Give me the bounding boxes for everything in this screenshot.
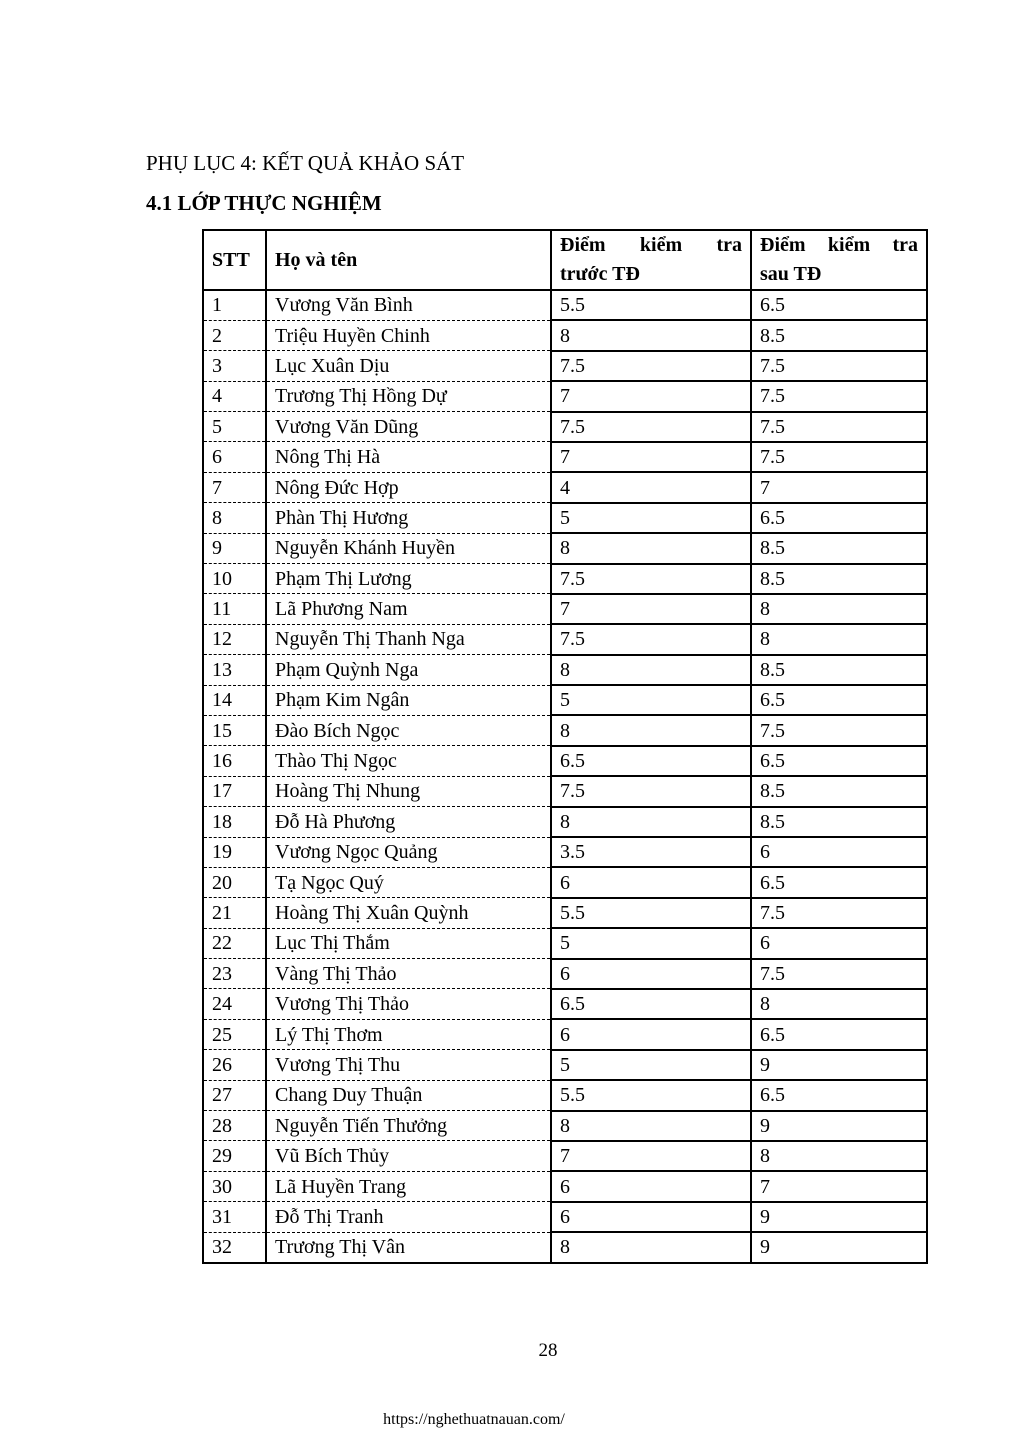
cell-score-before: 7 [551, 442, 751, 472]
cell-score-after: 7.5 [751, 351, 927, 381]
cell-score-after: 6.5 [751, 1019, 927, 1049]
cell-name: Vương Ngọc Quảng [266, 837, 551, 867]
cell-score-before: 7.5 [551, 624, 751, 654]
table-row [203, 807, 927, 837]
table-row [203, 503, 927, 533]
cell-score-after: 8.5 [751, 807, 927, 837]
cell-stt: 16 [203, 746, 266, 776]
cell-score-after: 7.5 [751, 898, 927, 928]
cell-score-before: 5 [551, 503, 751, 533]
table-row [203, 1080, 927, 1110]
footer-url: https://nghethuatnauan.com/ [383, 1411, 565, 1428]
table-row [203, 746, 927, 776]
cell-stt: 23 [203, 959, 266, 989]
table-row [203, 776, 927, 806]
cell-score-after: 6.5 [751, 746, 927, 776]
cell-name: Nguyễn Thị Thanh Nga [266, 624, 551, 654]
header-stt: STT [203, 230, 266, 290]
cell-score-before: 5.5 [551, 1080, 751, 1110]
cell-score-after: 6.5 [751, 290, 927, 320]
table-row [203, 715, 927, 745]
cell-stt: 5 [203, 412, 266, 442]
cell-stt: 9 [203, 533, 266, 563]
cell-name: Vương Thị Thu [266, 1050, 551, 1080]
cell-score-after: 6 [751, 837, 927, 867]
cell-name: Nông Thị Hà [266, 442, 551, 472]
cell-score-after: 7.5 [751, 715, 927, 745]
cell-score-before: 6 [551, 959, 751, 989]
cell-stt: 13 [203, 655, 266, 685]
cell-name: Lục Thị Thắm [266, 928, 551, 958]
cell-score-before: 3.5 [551, 837, 751, 867]
table-row [203, 685, 927, 715]
cell-name: Hoàng Thị Nhung [266, 776, 551, 806]
table-row [203, 594, 927, 624]
table-row [203, 928, 927, 958]
cell-name: Vàng Thị Thảo [266, 959, 551, 989]
cell-score-before: 7.5 [551, 351, 751, 381]
cell-score-before: 7 [551, 594, 751, 624]
table-row [203, 1232, 927, 1262]
cell-score-after: 8 [751, 989, 927, 1019]
cell-name: Lý Thị Thơm [266, 1019, 551, 1049]
cell-name: Vương Văn Dũng [266, 412, 551, 442]
cell-score-after: 8 [751, 624, 927, 654]
table-row [203, 898, 927, 928]
appendix-title: PHỤ LỤC 4: KẾT QUẢ KHẢO SÁT [146, 151, 465, 175]
cell-name: Hoàng Thị Xuân Quỳnh [266, 898, 551, 928]
table-row [203, 867, 927, 897]
table-row [203, 351, 927, 381]
table-body [203, 290, 927, 1263]
cell-name: Thào Thị Ngọc [266, 746, 551, 776]
cell-stt: 10 [203, 564, 266, 594]
table-row [203, 533, 927, 563]
header-score-before [551, 230, 751, 290]
cell-name: Phạm Quỳnh Nga [266, 655, 551, 685]
cell-score-before: 6 [551, 1171, 751, 1201]
table-row [203, 624, 927, 654]
table-row [203, 1019, 927, 1049]
cell-score-after: 9 [751, 1202, 927, 1232]
header-score-after-line1: Điểm kiểm tra [760, 234, 918, 256]
cell-score-after: 8.5 [751, 564, 927, 594]
cell-name: Đỗ Hà Phương [266, 807, 551, 837]
cell-name: Tạ Ngọc Quý [266, 867, 551, 897]
cell-name: Lục Xuân Dịu [266, 351, 551, 381]
cell-name: Chang Duy Thuận [266, 1080, 551, 1110]
cell-score-after: 9 [751, 1111, 927, 1141]
cell-score-before: 5 [551, 928, 751, 958]
cell-score-before: 8 [551, 1232, 751, 1262]
table-row [203, 412, 927, 442]
table-header [203, 230, 927, 290]
cell-stt: 30 [203, 1171, 266, 1201]
cell-stt: 12 [203, 624, 266, 654]
cell-score-after: 7 [751, 1171, 927, 1201]
cell-stt: 24 [203, 989, 266, 1019]
table-row [203, 989, 927, 1019]
cell-stt: 6 [203, 442, 266, 472]
cell-stt: 8 [203, 503, 266, 533]
cell-score-after: 8 [751, 1141, 927, 1171]
cell-score-before: 6.5 [551, 746, 751, 776]
cell-stt: 22 [203, 928, 266, 958]
cell-stt: 21 [203, 898, 266, 928]
cell-stt: 31 [203, 1202, 266, 1232]
cell-stt: 1 [203, 290, 266, 320]
cell-score-after: 7.5 [751, 959, 927, 989]
header-name: Họ và tên [266, 230, 551, 290]
cell-stt: 3 [203, 351, 266, 381]
cell-score-before: 5.5 [551, 898, 751, 928]
cell-name: Trương Thị Hồng Dự [266, 381, 551, 411]
cell-score-after: 8.5 [751, 533, 927, 563]
cell-name: Nông Đức Hợp [266, 472, 551, 502]
cell-name: Vương Thị Thảo [266, 989, 551, 1019]
cell-stt: 4 [203, 381, 266, 411]
cell-score-after: 8.5 [751, 776, 927, 806]
cell-score-after: 6 [751, 928, 927, 958]
cell-score-before: 8 [551, 807, 751, 837]
cell-stt: 14 [203, 685, 266, 715]
cell-score-after: 8.5 [751, 655, 927, 685]
cell-score-before: 8 [551, 320, 751, 350]
cell-stt: 15 [203, 715, 266, 745]
cell-score-before: 6 [551, 1202, 751, 1232]
cell-score-before: 7.5 [551, 564, 751, 594]
cell-score-after: 8.5 [751, 320, 927, 350]
table-row [203, 837, 927, 867]
cell-score-after: 6.5 [751, 503, 927, 533]
cell-score-after: 6.5 [751, 1080, 927, 1110]
header-score-before-line1: Điểm kiểm tra [560, 234, 742, 256]
table-row [203, 472, 927, 502]
table-row [203, 1050, 927, 1080]
cell-score-after: 7.5 [751, 442, 927, 472]
cell-name: Nguyễn Khánh Huyền [266, 533, 551, 563]
cell-score-before: 5 [551, 685, 751, 715]
table-row [203, 381, 927, 411]
table-row [203, 1141, 927, 1171]
cell-name: Nguyễn Tiến Thưởng [266, 1111, 551, 1141]
cell-stt: 2 [203, 320, 266, 350]
table-header-row [203, 230, 927, 290]
cell-name: Phàn Thị Hương [266, 503, 551, 533]
cell-score-before: 6 [551, 1019, 751, 1049]
cell-name: Phạm Thị Lương [266, 564, 551, 594]
cell-name: Vũ Bích Thủy [266, 1141, 551, 1171]
cell-stt: 7 [203, 472, 266, 502]
header-score-after-line2: sau TĐ [760, 263, 822, 285]
cell-score-after: 7.5 [751, 412, 927, 442]
cell-score-before: 5 [551, 1050, 751, 1080]
table-row [203, 959, 927, 989]
cell-stt: 26 [203, 1050, 266, 1080]
cell-score-before: 6.5 [551, 989, 751, 1019]
cell-stt: 18 [203, 807, 266, 837]
cell-stt: 32 [203, 1232, 266, 1262]
cell-name: Lã Phương Nam [266, 594, 551, 624]
header-score-before-line2: trước TĐ [560, 263, 640, 285]
cell-stt: 11 [203, 594, 266, 624]
cell-score-after: 8 [751, 594, 927, 624]
cell-score-before: 7.5 [551, 412, 751, 442]
cell-stt: 27 [203, 1080, 266, 1110]
cell-name: Lã Huyền Trang [266, 1171, 551, 1201]
cell-score-before: 7.5 [551, 776, 751, 806]
cell-score-before: 5.5 [551, 290, 751, 320]
cell-stt: 19 [203, 837, 266, 867]
cell-score-after: 9 [751, 1232, 927, 1262]
cell-score-after: 7.5 [751, 381, 927, 411]
table-row [203, 655, 927, 685]
cell-name: Đỗ Thị Tranh [266, 1202, 551, 1232]
cell-score-before: 8 [551, 1111, 751, 1141]
cell-score-after: 9 [751, 1050, 927, 1080]
table-row [203, 1171, 927, 1201]
cell-score-after: 6.5 [751, 685, 927, 715]
cell-stt: 29 [203, 1141, 266, 1171]
section-title: 4.1 LỚP THỰC NGHIỆM [146, 191, 382, 215]
cell-score-before: 8 [551, 715, 751, 745]
cell-stt: 17 [203, 776, 266, 806]
table-row [203, 320, 927, 350]
table-row [203, 442, 927, 472]
cell-stt: 25 [203, 1019, 266, 1049]
page-number: 28 [538, 1340, 558, 1361]
cell-score-before: 8 [551, 655, 751, 685]
table-row [203, 1111, 927, 1141]
cell-score-before: 8 [551, 533, 751, 563]
cell-name: Triệu Huyền Chinh [266, 320, 551, 350]
cell-name: Đào Bích Ngọc [266, 715, 551, 745]
cell-name: Trương Thị Vân [266, 1232, 551, 1262]
cell-stt: 20 [203, 867, 266, 897]
table-row [203, 290, 927, 320]
cell-score-before: 7 [551, 1141, 751, 1171]
cell-stt: 28 [203, 1111, 266, 1141]
cell-score-before: 7 [551, 381, 751, 411]
results-table [202, 229, 928, 1264]
cell-score-after: 7 [751, 472, 927, 502]
table-row [203, 564, 927, 594]
cell-name: Phạm Kim Ngân [266, 685, 551, 715]
cell-score-before: 4 [551, 472, 751, 502]
header-score-after [751, 230, 927, 290]
cell-name: Vương Văn Bình [266, 290, 551, 320]
cell-score-after: 6.5 [751, 867, 927, 897]
table-row [203, 1202, 927, 1232]
cell-score-before: 6 [551, 867, 751, 897]
